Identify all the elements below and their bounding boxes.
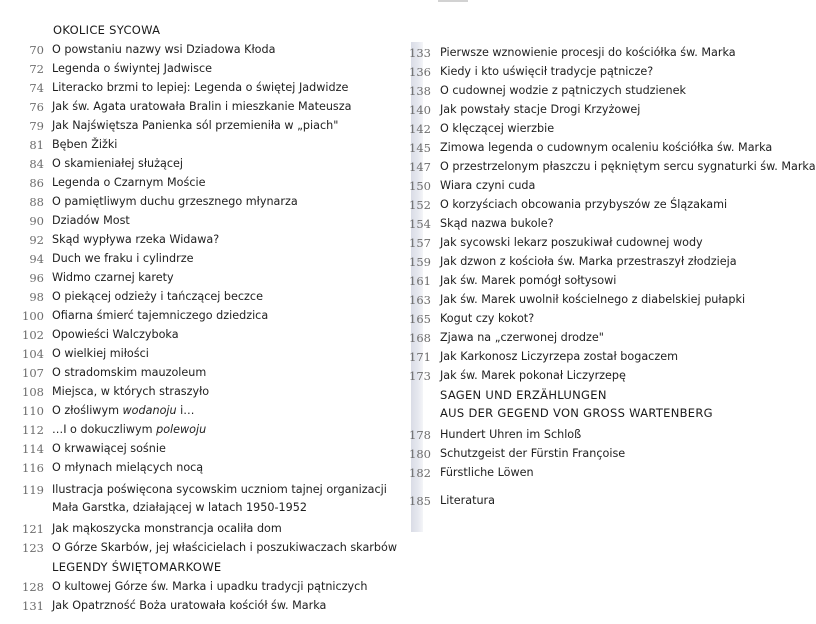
entry-title: Literacko brzmi to lepiej: Legenda o świętej Jadwidze	[52, 81, 349, 94]
entry-title: Skąd wypływa rzeka Widawa?	[52, 233, 220, 246]
page-number: 88	[29, 195, 44, 209]
page-number: 147	[409, 160, 431, 174]
entry-title: O klęczącej wierzbie	[440, 122, 555, 135]
page-number: 70	[29, 43, 44, 57]
page-number: 81	[29, 138, 44, 152]
entry-title: Jak Karkonosz Liczyrzepa został bogaczem	[440, 350, 678, 363]
entry-title: O przestrzelonym płaszczu i pękniętym sercu sygnaturki św. Marka	[440, 160, 816, 173]
entry-title	[52, 402, 194, 420]
entry-title	[52, 421, 206, 439]
page-number: 90	[29, 214, 44, 228]
entry-title: Jak św. Marek uwolnił kościelnego z diabelskiej pułapki	[440, 293, 746, 306]
page-number: 178	[409, 428, 431, 442]
page-number: 94	[29, 252, 44, 266]
entry-title: O stradomskim mauzoleum	[52, 366, 207, 379]
page-number: 119	[22, 483, 44, 497]
page-number: 104	[22, 347, 44, 361]
entry-title: Jak powstały stacje Drogi Krzyżowej	[440, 103, 641, 116]
entry-title: Kogut czy kokot?	[440, 312, 535, 325]
page-number: 116	[22, 461, 44, 475]
page-number: 159	[409, 255, 431, 269]
entry-title: O piekącej odzieży i tańczącej beczce	[52, 290, 263, 303]
page-number: 163	[409, 293, 431, 307]
page-number: 108	[22, 385, 44, 399]
entry-title: O wielkiej miłości	[52, 347, 149, 360]
entry-title-line2: Mała Garstka, działającej w latach 1950-1952	[52, 501, 308, 514]
entry-title: Wiara czyni cuda	[440, 179, 536, 192]
page-number: 76	[29, 100, 44, 114]
entry-title-text: …I o dokuczliwym	[52, 423, 157, 436]
entry-title: Ilustracja poświęcona sycowskim uczniom tajnej organizacji	[52, 483, 387, 496]
page-number: 152	[409, 198, 431, 212]
section-heading-sagen-line1: SAGEN UND ERZÄHLUNGEN	[440, 388, 607, 402]
page-number: 84	[29, 157, 44, 171]
entry-title: O powstaniu nazwy wsi Dziadowa Kłoda	[52, 43, 276, 56]
entry-title: O kultowej Górze św. Marka i upadku tradycji pątniczych	[52, 580, 368, 593]
page-number: 128	[22, 580, 44, 594]
entry-title: Schutzgeist der Fürstin Françoise	[440, 447, 626, 460]
page-number: 182	[409, 466, 431, 480]
page-number: 136	[409, 65, 431, 79]
entry-title: O krwawiącej sośnie	[52, 442, 166, 455]
page-number: 145	[409, 141, 431, 155]
entry-title: Jak Najświętsza Panienka sól przemieniła w „piach"	[52, 119, 339, 132]
page-number: 138	[409, 84, 431, 98]
page-number: 171	[409, 350, 431, 364]
entry-title: Pierwsze wznowienie procesji do kościółka św. Marka	[440, 46, 736, 59]
entry-title: Duch we fraku i cylindrze	[52, 252, 194, 265]
entry-title: O korzyściach obcowania przybyszów ze Ślązakami	[440, 198, 728, 211]
entry-title: Literatura	[440, 494, 495, 507]
entry-title-text: i…	[176, 404, 195, 417]
entry-title: Zimowa legenda o cudownym ocaleniu kościółka św. Marka	[440, 141, 773, 154]
entry-title: O Górze Skarbów, jej właścicielach i poszukiwaczach skarbów	[52, 541, 397, 554]
entry-title: Fürstliche Löwen	[440, 466, 534, 479]
entry-title: O młynach mielących nocą	[52, 461, 204, 474]
entry-title: Miejsca, w których straszyło	[52, 385, 210, 398]
entry-title: Widmo czarnej karety	[52, 271, 174, 284]
entry-title-italic: wodanoju	[122, 404, 177, 417]
page-number: 96	[29, 271, 44, 285]
page-number: 121	[22, 522, 44, 536]
entry-title: Jak sycowski lekarz poszukiwał cudownej wody	[440, 236, 703, 249]
page-number: 173	[409, 369, 431, 383]
page-number: 86	[29, 176, 44, 190]
entry-title: Legenda o świyntej Jadwisce	[52, 62, 213, 75]
entry-title: Hundert Uhren im Schloß	[440, 428, 582, 441]
entry-title: Jak dzwon z kościoła św. Marka przestraszył złodzieja	[440, 255, 737, 268]
entry-title: Jak św. Marek pomógł sołtysowi	[440, 274, 617, 287]
page-number: 157	[409, 236, 431, 250]
page-number: 79	[29, 119, 44, 133]
page-number: 100	[22, 309, 44, 323]
page-number: 123	[22, 541, 44, 555]
entry-title: O pamiętliwym duchu grzesznego młynarza	[52, 195, 298, 208]
entry-title: O cudownej wodzie z pątniczych studzienek	[440, 84, 686, 97]
page-number: 168	[409, 331, 431, 345]
entry-title-italic: polewoju	[156, 423, 207, 436]
left-page	[0, 0, 395, 624]
entry-title: Jak Opatrzność Boża uratowała kościół św. Marka	[52, 599, 327, 612]
section-heading-sagen-line2: AUS DER GEGEND VON GROSS WARTENBERG	[440, 406, 713, 420]
entry-title: O skamieniałej służącej	[52, 157, 183, 170]
page-number: 165	[409, 312, 431, 326]
page-number: 154	[409, 217, 431, 231]
entry-title: Zjawa na „czerwonej drodze"	[440, 331, 604, 344]
entry-title: Dziadów Most	[52, 214, 130, 227]
entry-title: Kiedy i kto uświęcił tradycje pątnicze?	[440, 65, 654, 78]
entry-title-text: O złośliwym	[52, 404, 123, 417]
page-number: 140	[409, 103, 431, 117]
page-number: 92	[29, 233, 44, 247]
entry-title: Legenda o Czarnym Moście	[52, 176, 206, 189]
page-number: 107	[22, 366, 44, 380]
page-number: 161	[409, 274, 431, 288]
section-heading-legendy-swietomarkowe: LEGENDY ŚWIĘTOMARKOWE	[52, 560, 222, 574]
page-number: 133	[409, 46, 431, 60]
page-number: 102	[22, 328, 44, 342]
entry-title: Ofiarna śmierć tajemniczego dziedzica	[52, 309, 269, 322]
entry-title: Jak św. Agata uratowała Bralin i mieszkanie Mateusza	[52, 100, 352, 113]
entry-title: Bęben Žižki	[52, 138, 118, 151]
page-number: 131	[22, 599, 44, 613]
section-heading-okolice-sycowa: OKOLICE SYCOWA	[53, 23, 161, 37]
right-page	[395, 0, 816, 624]
page-number: 114	[22, 442, 44, 456]
page-number: 180	[409, 447, 431, 461]
page-number: 112	[22, 423, 44, 437]
entry-title: Opowieści Walczyboka	[52, 328, 179, 341]
page-number: 150	[409, 179, 431, 193]
page-number: 185	[409, 494, 431, 508]
entry-title: Skąd nazwa bukole?	[440, 217, 554, 230]
entry-title: Jak mąkoszycka monstrancja ocaliła dom	[52, 522, 282, 535]
page-number: 110	[22, 404, 44, 418]
page-number: 142	[409, 122, 431, 136]
page-number: 98	[29, 290, 44, 304]
page-number: 74	[29, 81, 44, 95]
entry-title: Jak św. Marek pokonał Liczyrzepę	[440, 369, 626, 382]
page-number: 72	[29, 62, 44, 76]
